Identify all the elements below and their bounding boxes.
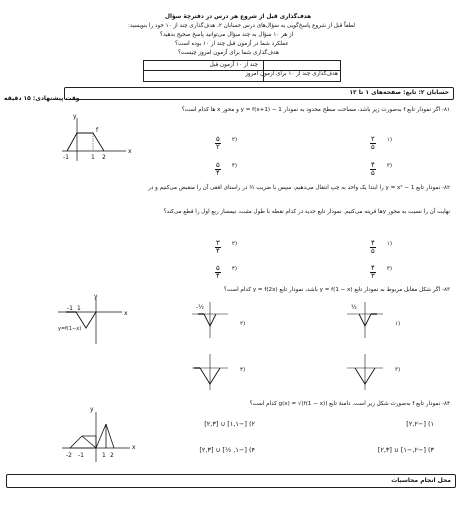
q81-option-2[interactable]: $\frac{۵}{۲}$ ۲)	[216, 135, 238, 152]
q84-tick: -2	[66, 452, 72, 459]
q83-axis-y: y	[94, 293, 98, 300]
section-title: حسابان ۲: تابع: صفحه‌های ۱ تا ۱۲	[349, 89, 449, 96]
header-instruction: هدف‌گذاری شما برای آزمون امروز چیست؟	[178, 50, 279, 56]
question-82-line2: نهایت آن را نسبت به محور yها قرینه می‌کنیم. نمودار تابع جدید در کدام نقطه با طول مثبت، نیمساز ربع اول را قطع می‌کند؟	[163, 209, 450, 215]
goal-table-col1: هدف‌گذاری چند از ۱۰ برای آزمون امروز	[245, 71, 338, 77]
question-81-text: ۸۱- اگر نمودار تابع f به‌صورت زیر باشد، مساحت سطح محدود به نمودار y = f(x+1) − 1 و محور x ها کدام است؟	[181, 107, 450, 113]
q81-tick: 1	[91, 154, 95, 161]
q83-graph-equation: y=f(1−x)	[58, 326, 82, 332]
section-bar	[64, 87, 454, 100]
q84-tick: -1	[78, 452, 84, 459]
q82-option-3[interactable]: $\frac{۴}{۳}$ ۳)	[371, 264, 393, 281]
q83-option-1-tick: ½	[351, 304, 357, 311]
q81-tick: -1	[63, 154, 69, 161]
goal-table-col2: چند از ۱۰ آزمون قبل	[209, 62, 258, 68]
q84-option-4[interactable]: ۴) [−۱, ½] ∪ [۲,۳]	[199, 446, 255, 454]
q83-tick: -1	[67, 305, 73, 312]
question-83-text: ۸۳- اگر شکل مقابل مربوط به نمودار تابع y = f(1 − x) باشد، نمودار تابع y = f(2x) کدام است؟	[223, 287, 450, 293]
question-84-text: ۸۴- نمودار تابع f به‌صورت شکل زیر است. دامنهٔ تابع g(x) = √(f(1 − x)) کدام است؟	[249, 401, 450, 407]
q83-tick: 1	[77, 305, 81, 312]
q84-option-1[interactable]: ۱) [−۲,۲]	[406, 420, 434, 428]
q83-option-1-num: ۱)	[395, 321, 401, 327]
q81-option-1[interactable]: $\frac{۲}{۵}$ ۱)	[371, 135, 393, 152]
q83-option-4-graph[interactable]	[190, 352, 230, 392]
q81-option-3[interactable]: $\frac{۴}{۵}$ ۳)	[371, 161, 393, 178]
q84-option-2[interactable]: ۲) [−۱,۱] ∪ [۲,۳]	[204, 420, 255, 428]
q84-axis-y: y	[90, 406, 94, 413]
q81-tick: 2	[102, 154, 106, 161]
q83-option-4-num: ۴)	[240, 367, 246, 373]
calc-area-label: محل انجام محاسبات	[391, 477, 451, 484]
q83-option-2-tick: -½	[196, 304, 204, 311]
q81-graph	[60, 116, 130, 166]
q83-option-3-graph[interactable]	[345, 352, 385, 392]
q83-axis-x: x	[124, 310, 128, 317]
q82-option-4[interactable]: $\frac{۵}{۴}$ ۴)	[216, 264, 238, 281]
section-time: وقت پیشنهادی: ۱۵ دقیقه	[4, 95, 80, 102]
header-title: هدف‌گذاری قبل از شروع هر درس در دفترچهٔ سؤال	[165, 14, 312, 20]
q84-axis-x: x	[132, 444, 136, 451]
q84-tick: 2	[110, 452, 114, 459]
goal-table-input-prev[interactable]	[145, 71, 262, 80]
q83-option-3-num: ۳)	[395, 367, 401, 373]
header-instruction: لطفاً قبل از شروع پاسخ‌گویی به سؤال‌های درس حسابان ۲، هدف‌گذاری چند از ۱۰ خود را بنویسید:	[128, 23, 355, 29]
q83-option-2-num: ۲)	[240, 321, 246, 327]
q84-option-3[interactable]: ۳) [−۲,−۱] ∪ [۲,۳]	[377, 446, 434, 454]
q81-option-4[interactable]: $\frac{۵}{۴}$ ۴)	[216, 161, 238, 178]
header-instruction: از هر ۱۰ سؤال به چند سؤال می‌توانید پاسخ صحیح بدهید؟	[160, 32, 294, 38]
q81-axis-y: y	[73, 113, 77, 120]
question-82-line1: ۸۲- نمودار تابع y = x² − 1 را ابتدا یک واحد به چپ انتقال می‌دهیم، سپس با ضریب ½ در راستای افقی آن را منقبض می‌کنیم و در	[148, 185, 450, 191]
goal-table-input-today[interactable]	[145, 62, 262, 70]
calc-area	[6, 474, 456, 488]
goal-table	[143, 60, 341, 82]
q82-option-1[interactable]: $\frac{۴}{۵}$ ۱)	[371, 239, 393, 256]
q83-graph	[56, 296, 126, 346]
header-instruction: عملکرد شما در آزمون قبل چند از ۱۰ بوده است؟	[175, 41, 289, 47]
q81-axis-x: x	[128, 148, 132, 155]
q81-f-label: f	[96, 127, 99, 134]
q84-tick: 1	[102, 452, 106, 459]
q82-option-2[interactable]: $\frac{۳}{۴}$ ۲)	[216, 239, 238, 256]
